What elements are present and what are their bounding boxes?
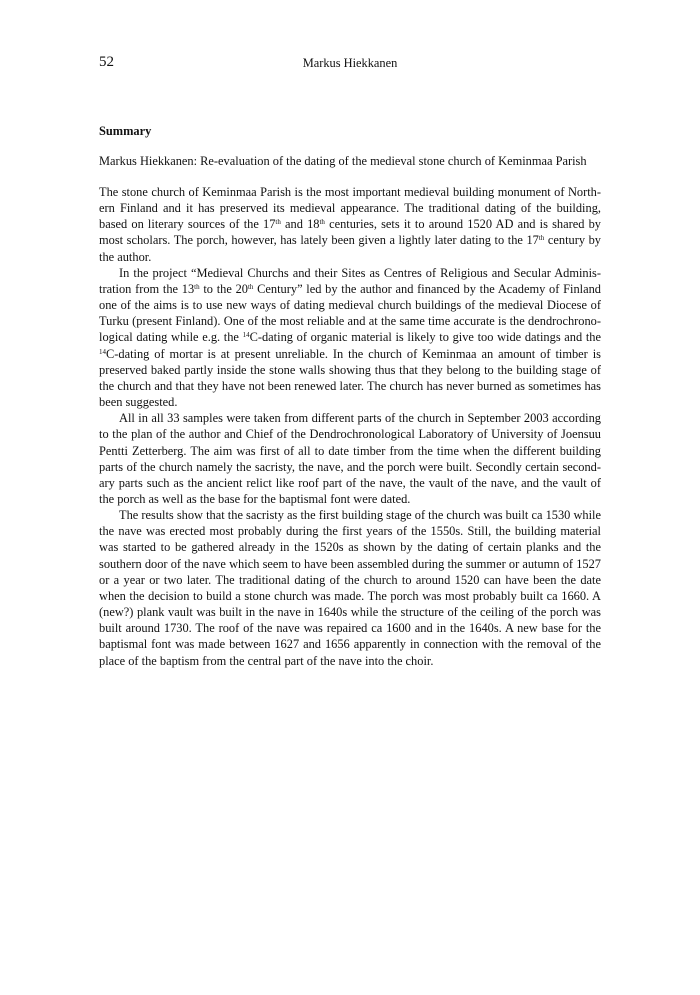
paragraph-3: All in all 33 samples were taken from different parts of the church in September 2003 according to the plan of the author and Chief of the Dendrochronological Laboratory of University of Joensuu Pentti Zetterberg. The aim was first of all to date timber from the time when the different building parts of the church namely the sacristy, the nave, and the porch were built. Secondly certain second-ary parts such as the ancient relict like roof part of the nave, the vault of the nave, and the vault of the porch as well as the base for the baptismal font were dated. xyxy=(99,411,601,506)
paragraph-4: The results show that the sacristy as the first building stage of the church was built ca 1530 while the nave was erected most probably during the first years of the 1550s. Still, the building material was started to be gathered already in the 1520s as shown by the dating of certain planks and the southern door of the nave which seem to have been assembled during the summer or autumn of 1527 or a year or two later. The traditional dating of the church to around 1520 can have been the date when the decision to build a stone church was made. The porch was most probably built ca 1660. A (new?) plank vault was built in the nave in 1640s while the structure of the ceiling of the porch was built around 1730. The roof of the nave was repaired ca 1600 and in the 1640s. A new base for the baptismal font was made between 1627 and 1656 apparently in connection with the removal of the place of the baptism from the central part of the nave into the choir. xyxy=(99,508,601,668)
paragraph-1: The stone church of Keminmaa Parish is the most important medieval building monument of North-ern Finland and it has preserved its medieval appearance. The traditional dating of the building, based on literary sources of the 17th and 18th centuries, sets it to around 1520 AD and is shared by most scholars. The porch, however, has lately been given a lightly later dating to the 17th century by the author. xyxy=(99,185,601,264)
summary-subtitle: Markus Hiekkanen: Re-evaluation of the dating of the medieval stone church of Keminmaa Parish xyxy=(99,154,587,168)
summary-body xyxy=(99,184,601,669)
page-number: 52 xyxy=(99,54,114,70)
paragraph-2: In the project “Medieval Churchs and their Sites as Centres of Religious and Secular Adminis-tration from the 13th to the 20th Century” led by the author and financed by the Academy of Finland one of the aims is to use new ways of dating medieval church buildings of the medieval Diocese of Turku (present Finland). One of the most reliable and at the same time accurate is the dendrochrono-logical dating while e.g. the $^{14}$C-dating of organic material is likely to give too wide datings and the $^{14}$C-dating of mortar is at present unreliable. In the church of Keminmaa an amount of timber is preserved baked partly inside the stone walls showing thus that they belong to the building stage of the church and that they have not been renewed later. The church has never burned as sometimes has been suggested. xyxy=(99,265,601,410)
summary-heading: Summary xyxy=(99,124,152,138)
running-head: Markus Hiekkanen xyxy=(302,56,398,70)
